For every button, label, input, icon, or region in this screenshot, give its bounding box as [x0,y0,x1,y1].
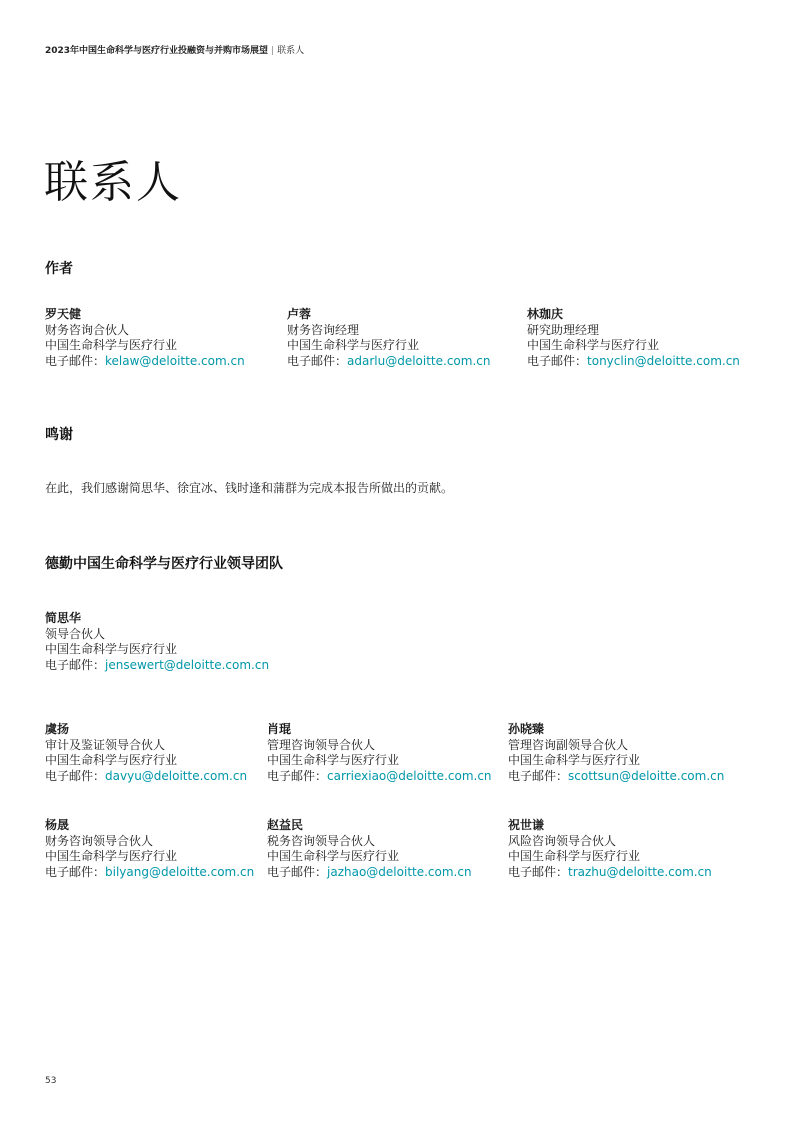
report-title: 2023年中国生命科学与医疗行业投融资与并购市场展望 [45,46,269,56]
leader-card [45,818,254,880]
email-link[interactable]: trazhu@deloitte.com.cn [568,864,712,879]
authors-heading: 作者 [45,261,73,277]
leadership-heading: 德勤中国生命科学与医疗行业领导团队 [45,556,283,572]
email-label: 电子邮件： [508,768,569,783]
email-link[interactable]: adarlu@deloitte.com.cn [347,353,491,368]
person-dept: 中国生命科学与医疗行业 [45,849,178,863]
person-dept: 中国生命科学与医疗行业 [45,338,178,352]
person-title: 管理咨询副领导合伙人 [508,737,629,752]
header-section: 联系人 [277,46,305,56]
person-dept: 中国生命科学与医疗行业 [508,849,641,863]
leader-card [267,818,472,880]
person-title: 管理咨询领导合伙人 [267,737,376,752]
person-dept: 中国生命科学与医疗行业 [267,753,400,767]
author-card [287,307,490,369]
person-dept: 中国生命科学与医疗行业 [508,753,641,767]
leader-card [45,722,247,784]
person-title: 财务咨询合伙人 [45,322,130,337]
email-link[interactable]: jazhao@deloitte.com.cn [327,864,472,879]
email-label: 电子邮件： [287,353,348,368]
author-card [45,307,245,369]
person-title: 审计及鉴证领导合伙人 [45,737,166,752]
email-label: 电子邮件： [45,353,106,368]
email-link[interactable]: tonyclin@deloitte.com.cn [587,353,740,368]
person-title: 风险咨询领导合伙人 [508,833,617,848]
email-link[interactable]: jensewert@deloitte.com.cn [105,657,270,672]
leader-card [267,722,492,784]
email-link[interactable]: bilyang@deloitte.com.cn [105,864,255,879]
email-link[interactable]: carriexiao@deloitte.com.cn [327,768,492,783]
person-title: 税务咨询领导合伙人 [267,833,376,848]
page-number: 53 [45,1076,57,1086]
person-name: 杨晟 [45,818,70,832]
person-dept: 中国生命科学与医疗行业 [45,753,178,767]
email-label: 电子邮件： [508,864,569,879]
running-header [45,43,304,56]
person-dept: 中国生命科学与医疗行业 [287,338,420,352]
person-title: 研究助理经理 [527,322,600,337]
person-dept: 中国生命科学与医疗行业 [527,338,660,352]
acknowledgements-heading: 鸣谢 [45,427,73,443]
person-name: 孙晓臻 [508,722,545,736]
person-title: 财务咨询领导合伙人 [45,833,154,848]
email-label: 电子邮件： [45,657,106,672]
email-label: 电子邮件： [527,353,588,368]
person-title: 财务咨询经理 [287,322,360,337]
page-title: 联系人 [44,157,182,208]
email-label: 电子邮件： [267,864,328,879]
person-name: 肖琨 [267,722,292,736]
leader-card [508,722,724,784]
leader-card [45,611,269,673]
person-name: 林珈庆 [527,307,564,321]
person-dept: 中国生命科学与医疗行业 [267,849,400,863]
author-card [527,307,740,369]
person-name: 罗天健 [45,307,82,321]
person-name: 虞扬 [45,722,70,736]
acknowledgements-text: 在此，我们感谢简思华、徐宜冰、钱时逢和蒲群为完成本报告所做出的贡献。 [45,481,454,495]
person-dept: 中国生命科学与医疗行业 [45,642,178,656]
email-label: 电子邮件： [45,864,106,879]
person-name: 祝世谦 [508,818,545,832]
person-title: 领导合伙人 [45,626,106,641]
email-label: 电子邮件： [267,768,328,783]
person-name: 简思华 [45,611,82,625]
header-separator: | [271,46,275,56]
email-link[interactable]: davyu@deloitte.com.cn [105,768,248,783]
email-label: 电子邮件： [45,768,106,783]
email-link[interactable]: scottsun@deloitte.com.cn [568,768,725,783]
email-link[interactable]: kelaw@deloitte.com.cn [105,353,245,368]
person-name: 卢蓉 [287,307,312,321]
leader-card [508,818,712,880]
person-name: 赵益民 [267,818,304,832]
